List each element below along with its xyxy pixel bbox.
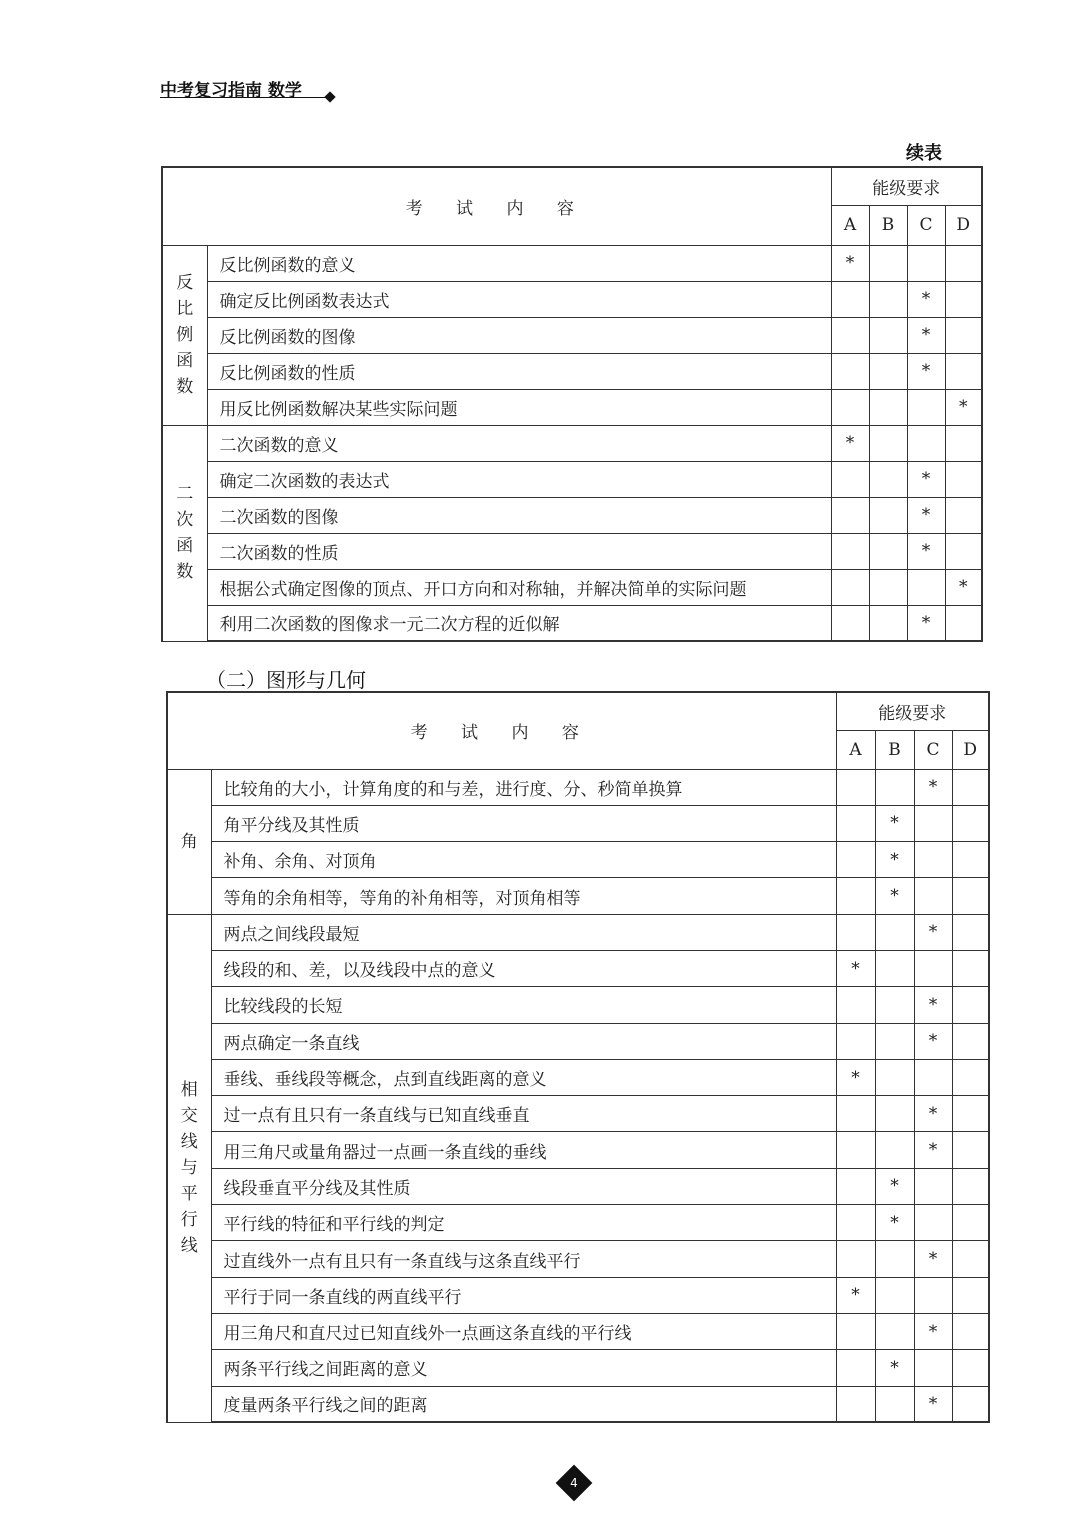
level-header-c: C [914, 730, 952, 769]
table-row [162, 605, 982, 641]
empty-level-cell [869, 569, 907, 605]
empty-level-cell [945, 533, 982, 569]
empty-level-cell [869, 281, 907, 317]
content-item: 角平分线及其性质 [211, 805, 836, 841]
requirement-mark-c: * [907, 497, 945, 533]
empty-level-cell [952, 1205, 989, 1241]
requirement-mark-c: * [914, 1313, 952, 1349]
table-row [167, 1386, 989, 1422]
category-cell [167, 914, 211, 1422]
requirement-mark-c: * [907, 353, 945, 389]
table-row [162, 389, 982, 425]
level-header-b: B [869, 205, 907, 245]
content-item: 反比例函数的性质 [207, 353, 831, 389]
content-column-header: 考 试 内 容 [162, 167, 831, 245]
category-char: 数 [176, 377, 194, 397]
table-row [167, 1096, 989, 1132]
content-item: 平行线的特征和平行线的判定 [211, 1205, 836, 1241]
content-item: 垂线、垂线段等概念，点到直线距离的意义 [211, 1059, 836, 1095]
category-char: 线 [180, 1132, 198, 1153]
empty-level-cell [836, 1023, 875, 1059]
table-row [167, 1241, 989, 1277]
empty-level-cell [836, 914, 875, 950]
empty-level-cell [907, 425, 945, 461]
empty-level-cell [836, 1205, 875, 1241]
empty-level-cell [836, 842, 875, 878]
section-title: （二）图形与几何 [206, 668, 366, 692]
empty-level-cell [952, 1096, 989, 1132]
empty-level-cell [952, 805, 989, 841]
content-item: 用三角尺或量角器过一点画一条直线的垂线 [211, 1132, 836, 1168]
requirement-mark-a: * [831, 245, 869, 281]
empty-level-cell [836, 1132, 875, 1168]
table-row [162, 245, 982, 281]
table-row [162, 569, 982, 605]
requirement-mark-a: * [831, 425, 869, 461]
category-char: 角 [180, 831, 198, 852]
requirement-mark-a: * [836, 1059, 875, 1095]
content-item: 确定二次函数的表达式 [207, 461, 831, 497]
table-row [167, 1059, 989, 1095]
content-item: 过直线外一点有且只有一条直线与这条直线平行 [211, 1241, 836, 1277]
level-header-d: D [945, 205, 982, 245]
empty-level-cell [836, 1313, 875, 1349]
requirements-table-geometry [166, 691, 990, 1423]
requirement-mark-b: * [875, 1350, 914, 1386]
empty-level-cell [914, 1205, 952, 1241]
empty-level-cell [836, 1386, 875, 1422]
table-row [167, 1023, 989, 1059]
content-item: 用三角尺和直尺过已知直线外一点画这条直线的平行线 [211, 1313, 836, 1349]
empty-level-cell [836, 1241, 875, 1277]
empty-level-cell [945, 425, 982, 461]
empty-level-cell [869, 533, 907, 569]
empty-level-cell [952, 842, 989, 878]
requirement-mark-c: * [907, 281, 945, 317]
category-char: 线 [180, 1236, 198, 1257]
requirement-mark-c: * [907, 533, 945, 569]
empty-level-cell [952, 1059, 989, 1095]
table-row [162, 533, 982, 569]
category-char: 与 [180, 1158, 198, 1179]
empty-level-cell [952, 1023, 989, 1059]
requirement-mark-c: * [907, 605, 945, 641]
content-item: 二次函数的意义 [207, 425, 831, 461]
empty-level-cell [914, 878, 952, 914]
page-number: 4 [570, 1476, 578, 1490]
content-item: 两点之间线段最短 [211, 914, 836, 950]
category-char: 相 [180, 1080, 198, 1101]
table-row [167, 878, 989, 914]
empty-level-cell [945, 497, 982, 533]
empty-level-cell [914, 1168, 952, 1204]
requirement-mark-c: * [914, 914, 952, 950]
empty-level-cell [875, 1059, 914, 1095]
table-row [167, 914, 989, 950]
empty-level-cell [875, 1023, 914, 1059]
empty-level-cell [875, 1313, 914, 1349]
header-diamond-icon [324, 91, 335, 102]
empty-level-cell [914, 1350, 952, 1386]
category-char: 比 [176, 299, 194, 319]
empty-level-cell [952, 987, 989, 1023]
empty-level-cell [952, 914, 989, 950]
requirement-mark-b: * [875, 1205, 914, 1241]
requirement-mark-c: * [914, 1386, 952, 1422]
requirement-mark-c: * [907, 461, 945, 497]
empty-level-cell [869, 389, 907, 425]
empty-level-cell [945, 605, 982, 641]
content-item: 平行于同一条直线的两直线平行 [211, 1277, 836, 1313]
empty-level-cell [875, 1241, 914, 1277]
category-char: 例 [176, 325, 194, 345]
empty-level-cell [945, 317, 982, 353]
requirements-table-functions [161, 166, 983, 642]
empty-level-cell [875, 1386, 914, 1422]
table-row [167, 1132, 989, 1168]
empty-level-cell [869, 425, 907, 461]
requirement-mark-a: * [836, 950, 875, 986]
empty-level-cell [836, 987, 875, 1023]
empty-level-cell [907, 569, 945, 605]
category-char: 函 [176, 536, 194, 556]
content-item: 反比例函数的意义 [207, 245, 831, 281]
empty-level-cell [945, 245, 982, 281]
content-item: 根据公式确定图像的顶点、开口方向和对称轴，并解决简单的实际问题 [207, 569, 831, 605]
empty-level-cell [836, 878, 875, 914]
level-header-b: B [875, 730, 914, 769]
level-header-a: A [831, 205, 869, 245]
content-item: 度量两条平行线之间的距离 [211, 1386, 836, 1422]
empty-level-cell [869, 605, 907, 641]
requirement-mark-c: * [914, 1023, 952, 1059]
empty-level-cell [914, 805, 952, 841]
empty-level-cell [952, 1132, 989, 1168]
table-row [167, 1168, 989, 1204]
requirement-mark-c: * [914, 987, 952, 1023]
empty-level-cell [875, 914, 914, 950]
table-row [162, 317, 982, 353]
content-item: 用反比例函数解决某些实际问题 [207, 389, 831, 425]
empty-level-cell [831, 461, 869, 497]
empty-level-cell [836, 1096, 875, 1132]
empty-level-cell [945, 353, 982, 389]
empty-level-cell [952, 1168, 989, 1204]
requirement-mark-c: * [914, 1132, 952, 1168]
empty-level-cell [831, 353, 869, 389]
empty-level-cell [869, 353, 907, 389]
header-rule [160, 97, 328, 98]
table-row [167, 1277, 989, 1313]
level-column-header: 能级要求 [836, 692, 989, 730]
requirement-mark-b: * [875, 805, 914, 841]
empty-level-cell [869, 461, 907, 497]
table-row [162, 425, 982, 461]
empty-level-cell [831, 281, 869, 317]
empty-level-cell [831, 497, 869, 533]
category-cell [167, 769, 211, 914]
empty-level-cell [952, 1386, 989, 1422]
category-char: 次 [176, 510, 194, 530]
content-item: 线段的和、差，以及线段中点的意义 [211, 950, 836, 986]
requirement-mark-b: * [875, 1168, 914, 1204]
category-char: 二 [176, 484, 194, 504]
empty-level-cell [875, 1277, 914, 1313]
empty-level-cell [952, 1350, 989, 1386]
empty-level-cell [914, 1059, 952, 1095]
empty-level-cell [831, 605, 869, 641]
empty-level-cell [836, 769, 875, 805]
table-row [167, 842, 989, 878]
level-header-a: A [836, 730, 875, 769]
empty-level-cell [836, 805, 875, 841]
empty-level-cell [836, 1168, 875, 1204]
requirement-mark-c: * [914, 1096, 952, 1132]
table-row [167, 987, 989, 1023]
content-item: 确定反比例函数表达式 [207, 281, 831, 317]
empty-level-cell [952, 1313, 989, 1349]
table-row [162, 353, 982, 389]
category-cell [162, 425, 207, 641]
empty-level-cell [945, 461, 982, 497]
table-row [167, 805, 989, 841]
table-row [162, 497, 982, 533]
empty-level-cell [914, 1277, 952, 1313]
empty-level-cell [952, 878, 989, 914]
requirement-mark-b: * [875, 878, 914, 914]
book-header: 中考复习指南 数学 [160, 81, 302, 101]
content-item: 两条平行线之间距离的意义 [211, 1350, 836, 1386]
content-item: 等角的余角相等，等角的补角相等，对顶角相等 [211, 878, 836, 914]
empty-level-cell [831, 317, 869, 353]
empty-level-cell [875, 1132, 914, 1168]
content-item: 利用二次函数的图像求一元二次方程的近似解 [207, 605, 831, 641]
content-item: 两点确定一条直线 [211, 1023, 836, 1059]
requirement-mark-a: * [836, 1277, 875, 1313]
table-row [167, 769, 989, 805]
empty-level-cell [875, 950, 914, 986]
requirement-mark-b: * [875, 842, 914, 878]
category-char: 函 [176, 351, 194, 371]
empty-level-cell [875, 1096, 914, 1132]
content-item: 二次函数的性质 [207, 533, 831, 569]
table-row [167, 1350, 989, 1386]
empty-level-cell [952, 1277, 989, 1313]
content-item: 反比例函数的图像 [207, 317, 831, 353]
empty-level-cell [831, 389, 869, 425]
category-char: 行 [180, 1210, 198, 1231]
continued-label: 续表 [906, 143, 942, 164]
level-column-header: 能级要求 [831, 167, 982, 205]
table-row [167, 1313, 989, 1349]
requirement-mark-c: * [907, 317, 945, 353]
level-header-d: D [952, 730, 989, 769]
empty-level-cell [831, 533, 869, 569]
empty-level-cell [869, 245, 907, 281]
content-item: 过一点有且只有一条直线与已知直线垂直 [211, 1096, 836, 1132]
empty-level-cell [831, 569, 869, 605]
table-row [167, 1205, 989, 1241]
category-char: 交 [180, 1106, 198, 1127]
content-item: 线段垂直平分线及其性质 [211, 1168, 836, 1204]
requirement-mark-d: * [945, 389, 982, 425]
empty-level-cell [836, 1350, 875, 1386]
empty-level-cell [952, 769, 989, 805]
table-row [162, 461, 982, 497]
content-item: 补角、余角、对顶角 [211, 842, 836, 878]
level-header-c: C [907, 205, 945, 245]
empty-level-cell [914, 950, 952, 986]
empty-level-cell [907, 245, 945, 281]
empty-level-cell [875, 769, 914, 805]
empty-level-cell [952, 950, 989, 986]
content-item: 比较角的大小，计算角度的和与差，进行度、分、秒简单换算 [211, 769, 836, 805]
empty-level-cell [952, 1241, 989, 1277]
empty-level-cell [869, 497, 907, 533]
table-row [162, 281, 982, 317]
content-column-header: 考 试 内 容 [167, 692, 836, 769]
category-char: 反 [176, 273, 194, 293]
requirement-mark-d: * [945, 569, 982, 605]
requirement-mark-c: * [914, 1241, 952, 1277]
content-item: 比较线段的长短 [211, 987, 836, 1023]
empty-level-cell [907, 389, 945, 425]
requirement-mark-c: * [914, 769, 952, 805]
table-row [167, 950, 989, 986]
category-char: 数 [176, 562, 194, 582]
empty-level-cell [869, 317, 907, 353]
empty-level-cell [914, 842, 952, 878]
empty-level-cell [945, 281, 982, 317]
category-cell [162, 245, 207, 425]
empty-level-cell [875, 987, 914, 1023]
category-char: 平 [180, 1184, 198, 1205]
content-item: 二次函数的图像 [207, 497, 831, 533]
